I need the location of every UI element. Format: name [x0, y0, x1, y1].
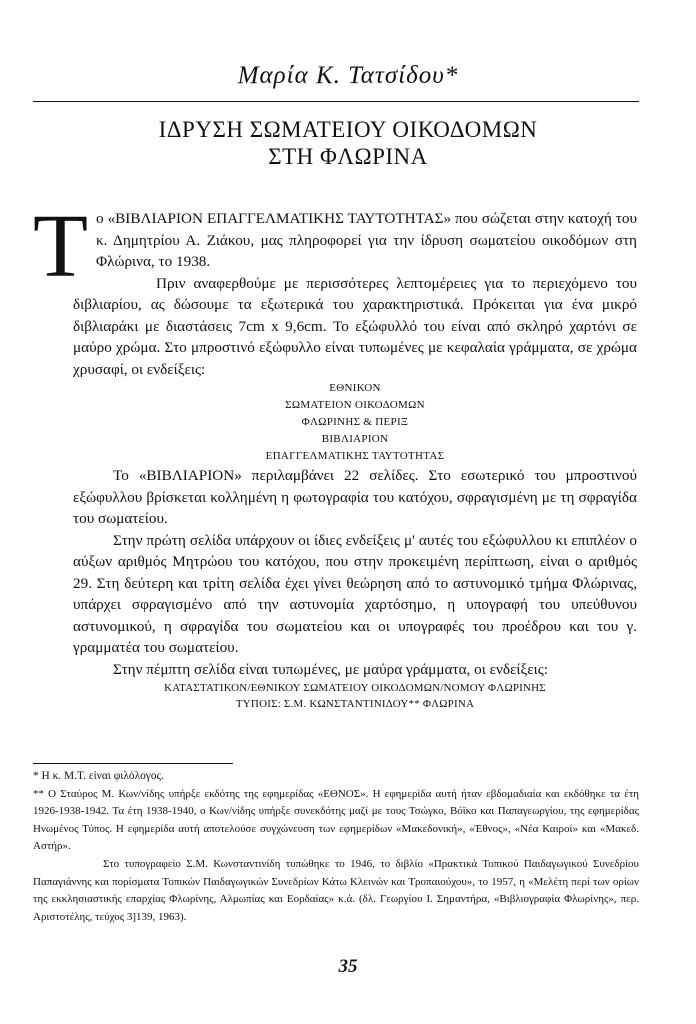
cover-line-3: ΦΛΩΡΙΝΗΣ & ΠΕΡΙΞ — [301, 416, 409, 428]
cover-line-2: ΣΩΜΑΤΕΙΟΝ ΟΙΚΟΔΟΜΩΝ — [285, 399, 425, 411]
cover-line-1: ΕΘΝΙΚΟΝ — [329, 382, 381, 394]
footnote-3: Στο τυπογραφείο Σ.Μ. Κωνσταντινίδη τυπώθηκε το 1946, το διβλίο «Πρακτικά Τοπικού Παιδαγωγικού Συνεδρίου Παπαγιάννης και πορίσματα Τοπικών Παιδαγωγικών Συνεδρίων Κάτω Κλεινών και Τροπαιούχου», το 1957, η «Μελέτη περί των ορίων της εκκλησιαστικής επαρχίας Φλωρίνης, Αλμωπίας και Εορδαίας» κ.ά. (δλ. Γεωργίου Ι. Σημαντήρα, «Βιβλιογραφία Φλωρίνης», περ. Αριστοτέλης, τεύχος 3]139, 1963). — [33, 857, 639, 923]
article-title-line-1: ΙΔΡΥΣΗ ΣΩΜΑΤΕΙΟΥ ΟΙΚΟΔΟΜΩΝ — [158, 117, 538, 142]
paragraph-5: Στην πέμπτη σελίδα είναι τυπωμένες, με μαύρα γράμματα, οι ενδείξεις: — [113, 660, 548, 678]
cover-line-5: ΕΠΑΓΓΕΛΜΑΤΙΚΗΣ ΤΑΥΤΟΤΗΤΑΣ — [265, 450, 445, 462]
cover-inscription — [73, 380, 637, 465]
footnote-rule — [33, 763, 233, 764]
paragraph-3: Το «ΒΙΒΛΙΑΡΙΟΝ» περιλαμβάνει 22 σελίδες. Στο εσωτερικό του μπροστινού εξώφυλλου βρίσκεται κολλημένη η φωτογραφία του κατόχου, σφραγισμένη με τη σφραγίδα του σωματείου. — [73, 467, 637, 527]
paragraph-4: Στην πρώτη σελίδα υπάρχουν οι ίδιες ενδείξεις μ' αυτές του εξώφυλλου κι επιπλέον ο αύξων αριθμός Μητρώου του κατόχου, που στην προκειμένη περίπτωση, είναι ο αριθμός 29. Στη δεύτερη και τρίτη σελίδα έχει γίνει θεώρηση από το αστυνομικό τμήμα Φλώρινας, υπάρχει σφραγισμένο από την αστυνομία χαρτόσημο, η υπογραφή του υπεύθυνου αστυνομικού, η σφραγίδα του σωματείου και οι υπογραφές του προέδρου και του γ. γραμματέα του σωματείου. — [73, 531, 637, 656]
statute-line-2: ΤΥΠΟΙΣ: Σ.Μ. ΚΩΝΣΤΑΝΤΙΝΙΔΟΥ** ΦΛΩΡΙΝΑ — [235, 698, 475, 710]
paragraph-1 — [33, 197, 637, 296]
paragraph-2: Πριν αναφερθούμε με περισσότερες λεπτομέρειες για το περιεχόμενο του διβλιαρίου, ας δώσουμε τα εξωτερικά του χαρακτηριστικά. Πρόκειται για ένα μικρό διβλιαράκι με διαστάσεις 7cm x 9,6cm. Το εξώφυλλό του είναι από σκληρό χαρτόνι σε μαύρο χρώμα. Στο μπροστινό εξώφυλλο είναι τυπωμένες με κεφαλαία γράμματα, σε χρώμα χρυσαφί, οι ενδείξεις: — [73, 274, 637, 378]
footnote-2: ** Ο Σταύρος Μ. Κων/νίδης υπήρξε εκδότης της εφημερίδας «ΕΘΝΟΣ». Η εφημερίδα αυτή ήταν εβδομαδιαία και εκδόθηκε τα έτη 1926-1938-1942. Τα έτη 1938-1940, ο Κων/νίδης υπήρξε συνεκδότης μαζί με τους Τσώγκο, Βόϊκο και Παπαγεωργίου, της εφημερίδας Ηνωμένος Τύπος. Η εφημερίδα αυτή αποτελούσε συγχώνευση των εφημερίδων «Μακεδονική», «Έθνος», «Νέα Καιροί» και «Μακεδ. Αστήρ». — [33, 787, 639, 853]
drop-cap: Τ — [33, 197, 88, 296]
header-rule — [33, 101, 639, 102]
paragraph-1-text: ο «ΒΙΒΛΙΑΡΙΟΝ ΕΠΑΓΓΕΛΜΑΤΙΚΗΣ ΤΑΥΤΟΤΗΤΑΣ» που σώζεται στην κατοχή του κ. Δημητρίου Α. Ζιάκου, μας πληροφορεί για την ίδρυση σωματείου οικοδόμων στη Φλώρινα, το 1938. — [95, 210, 637, 270]
page-number: 35 — [338, 956, 358, 977]
footnote-1: * Η κ. Μ.Τ. είναι φιλόλογος. — [33, 770, 164, 782]
statute-line-1: ΚΑΤΑΣΤΑΤΙΚΟΝ/ΕΘΝΙΚΟΥ ΣΩΜΑΤΕΙΟΥ ΟΙΚΟΔΟΜΩΝ/ΝΟΜΟΥ ΦΛΩΡΙΝΗΣ — [164, 682, 546, 694]
statute-inscription — [73, 680, 637, 712]
article-title-line-2: ΣΤΗ ΦΛΩΡΙΝΑ — [268, 144, 428, 169]
article-body — [33, 197, 637, 712]
cover-line-4: ΒΙΒΛΙΑΡΙΟΝ — [321, 433, 389, 445]
author-name: Μαρία Κ. Τατσίδου* — [237, 62, 459, 89]
footnotes — [33, 768, 639, 926]
